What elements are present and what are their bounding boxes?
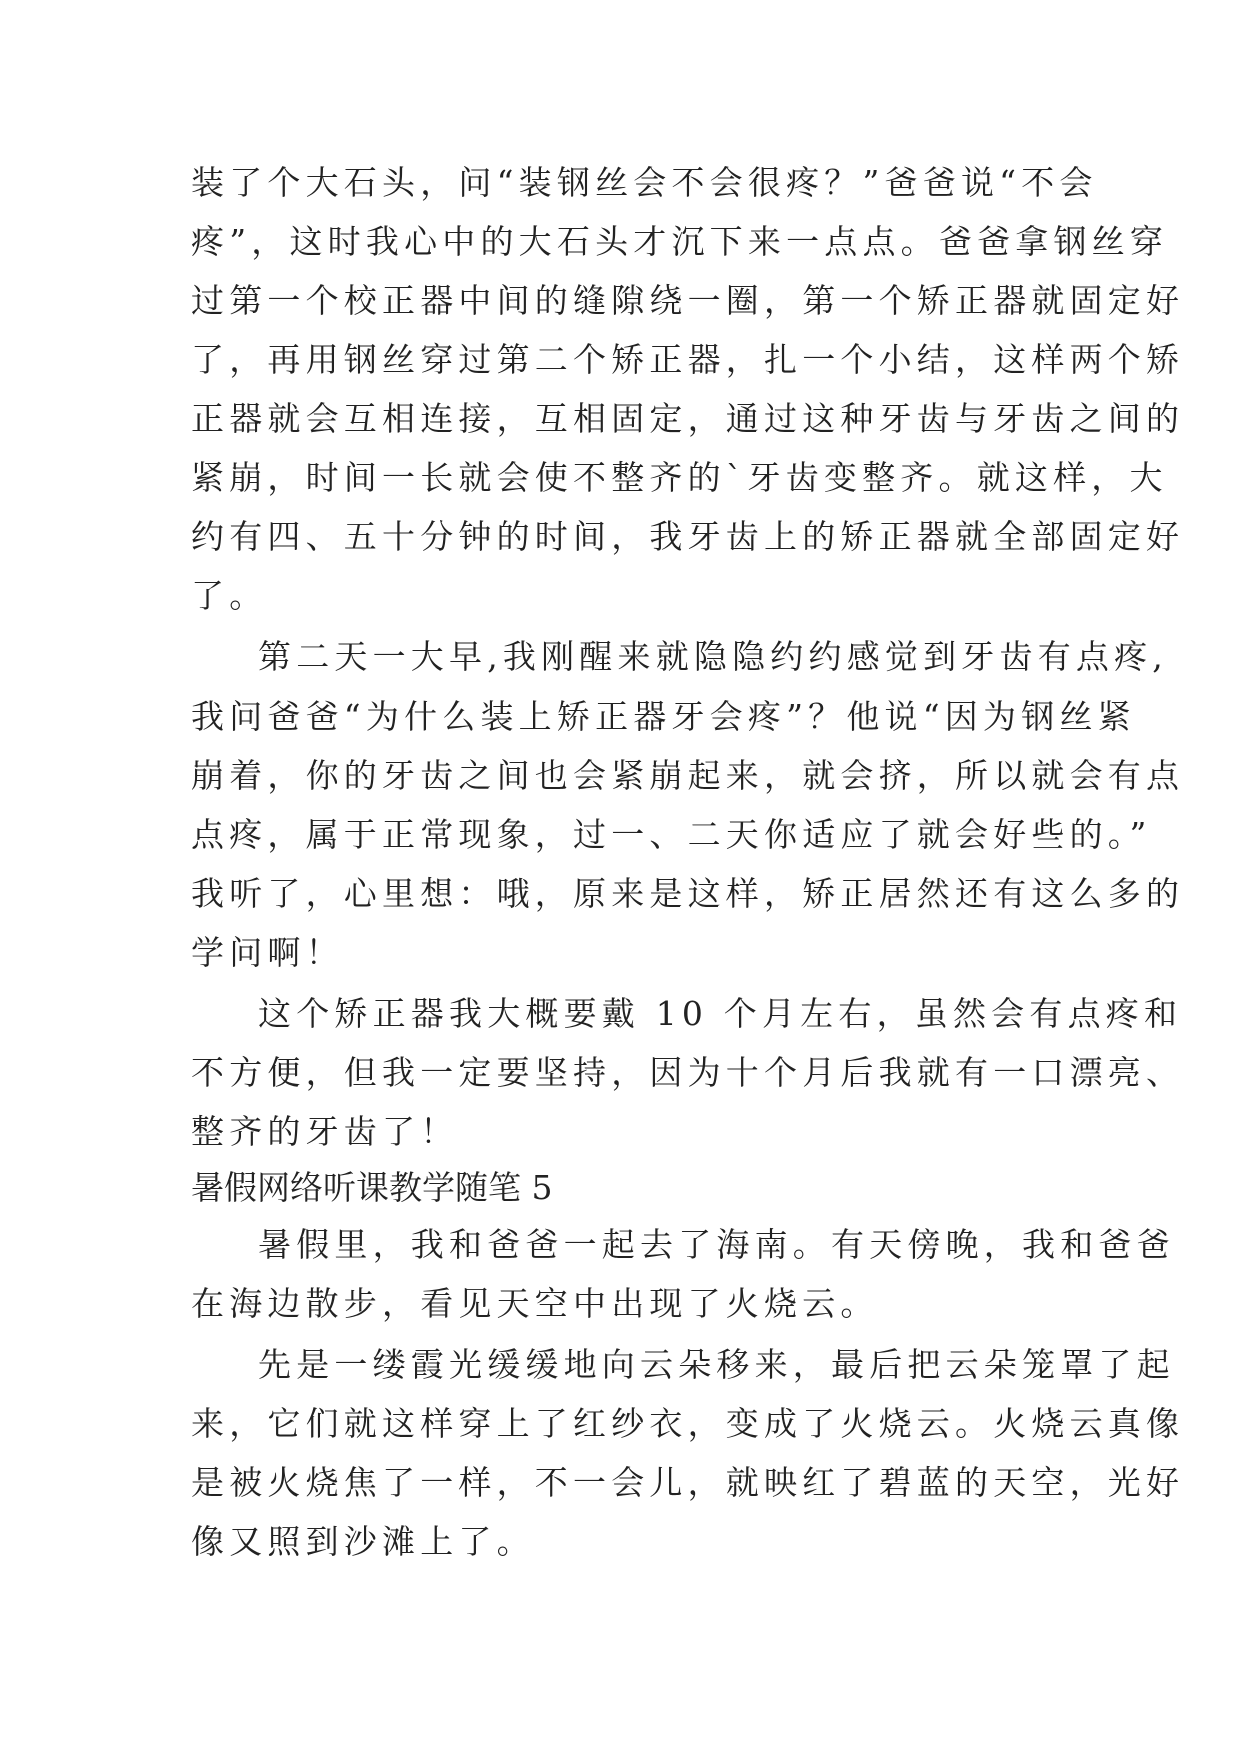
paragraph-line: 了。 (191, 576, 268, 615)
paragraph-line: 紧崩，时间一长就会使不整齐的`牙齿变整齐。就这样，大 (191, 458, 1168, 497)
paragraph-line: 整齐的牙齿了！ (191, 1112, 459, 1151)
paragraph-line: 来，它们就这样穿上了红纱衣，变成了火烧云。火烧云真像 (191, 1404, 1185, 1443)
section-heading: 暑假网络听课教学随笔 5 (191, 1168, 553, 1207)
paragraph-line: 我问爸爸“为什么装上矫正器牙会疼”？他说“因为钢丝紧 (191, 697, 1136, 736)
paragraph-line: 是被火烧焦了一样，不一会儿，就映红了碧蓝的天空，光好 (191, 1463, 1185, 1502)
paragraph-line: 在海边散步，看见天空中出现了火烧云。 (191, 1284, 879, 1323)
paragraph-line: 第二天一大早,我刚醒来就隐隐约约感觉到牙齿有点疼, (258, 637, 1168, 676)
paragraph-line: 暑假里，我和爸爸一起去了海南。有天傍晚，我和爸爸 (258, 1225, 1175, 1264)
paragraph-line: 学问啊！ (191, 933, 344, 972)
paragraph-line: 点疼，属于正常现象，过一、二天你适应了就会好些的。” (191, 815, 1152, 854)
paragraph-line: 正器就会互相连接，互相固定，通过这种牙齿与牙齿之间的 (191, 399, 1185, 438)
paragraph-line: 不方便，但我一定要坚持，因为十个月后我就有一口漂亮、 (191, 1053, 1185, 1092)
paragraph-line: 像又照到沙滩上了。 (191, 1522, 535, 1561)
paragraph-line: 装了个大石头，问“装钢丝会不会很疼？”爸爸说“不会 (191, 163, 1098, 202)
paragraph-line: 先是一缕霞光缓缓地向云朵移来，最后把云朵笼罩了起 (258, 1345, 1175, 1384)
paragraph-line: 了，再用钢丝穿过第二个矫正器，扎一个小结，这样两个矫 (191, 340, 1185, 379)
paragraph-line: 这个矫正器我大概要戴 10 个月左右，虽然会有点疼和 (258, 994, 1183, 1033)
paragraph-line: 崩着，你的牙齿之间也会紧崩起来，就会挤，所以就会有点 (191, 756, 1185, 795)
paragraph-line: 约有四、五十分钟的时间，我牙齿上的矫正器就全部固定好 (191, 517, 1185, 556)
paragraph-line: 过第一个校正器中间的缝隙绕一圈，第一个矫正器就固定好 (191, 281, 1185, 320)
paragraph-line: 疼”，这时我心中的大石头才沉下来一点点。爸爸拿钢丝穿 (191, 222, 1169, 261)
paragraph-line: 我听了，心里想：哦，原来是这样，矫正居然还有这么多的 (191, 874, 1185, 913)
